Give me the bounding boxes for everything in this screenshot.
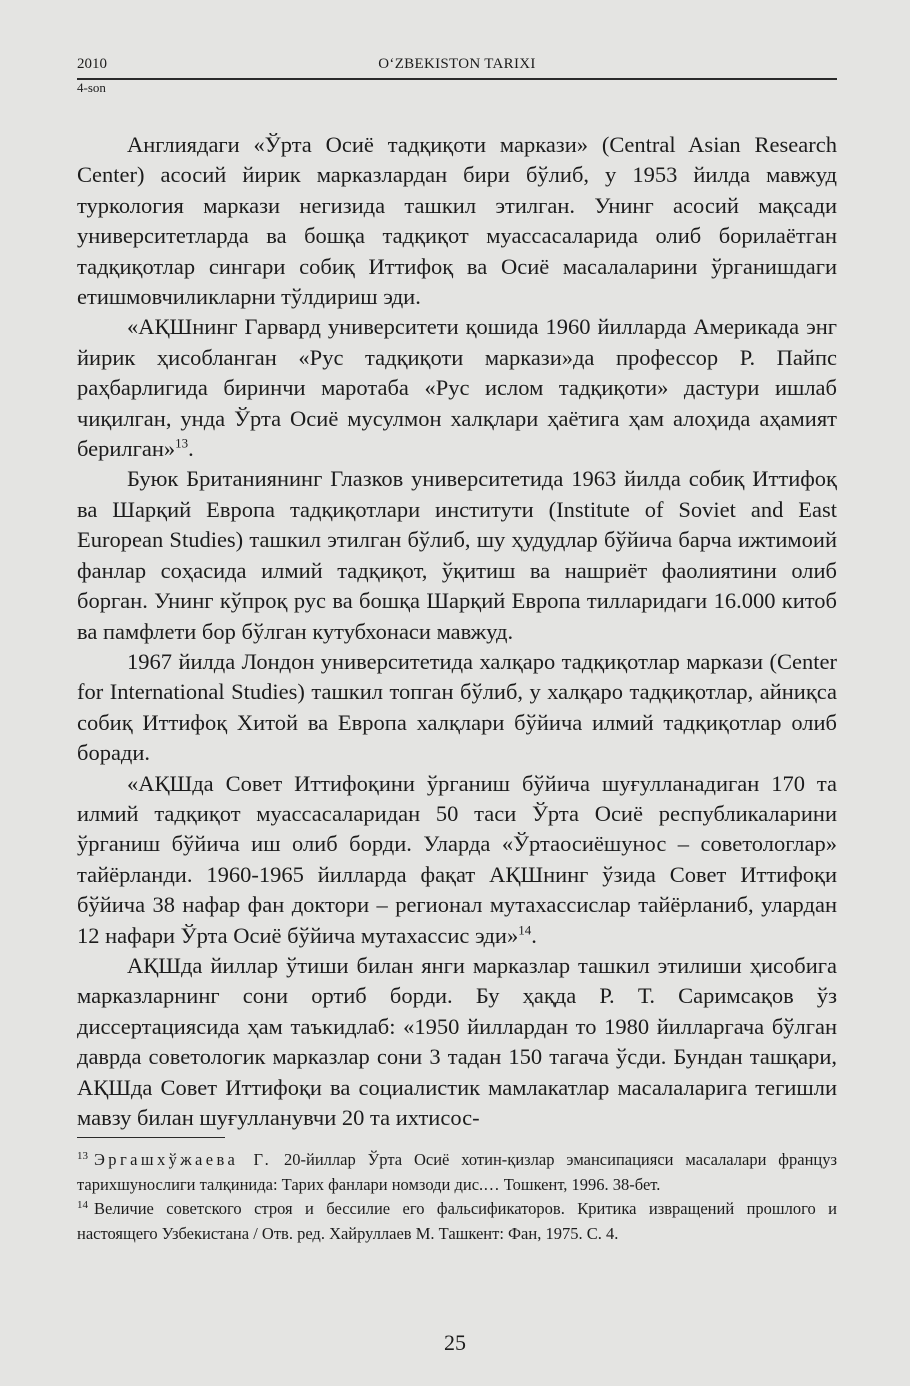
paragraph: Англиядаги «Ўрта Осиё тадқиқоти маркази» (Central Asian Research Center) асосий йирик марказлардан бири бўлиб, у 1953 йилда мавжуд туркология маркази негизида ташкил этилган. Унинг асосий мақсади университетларда ва бошқа тадқиқот муассасаларида олиб борилаётган тадқиқотлар сингари собиқ Иттифоқ ва Осиё масалаларини ўрганишдаги етишмовчиликларни тўлдириш эди.: [77, 132, 837, 310]
footnote-text: Величие советского строя и бессилие его фальсификаторов. Критика извращений прошлого и настоящего Узбекистана / Отв. ред. Хайруллаев М. Ташкент: Фан, 1975. С. 4.: [77, 1199, 837, 1243]
footnote-separator: [77, 1137, 225, 1138]
header-rule: [77, 78, 837, 80]
paragraph: «АҚШнинг Гарвард университети қошида 1960 йилларда Америкада энг йирик ҳисобланган «Рус тадқиқоти маркази»да профессор Р. Пайпс раҳбарлигида биринчи маротаба «Рус ислом тадқиқоти» дастури ишлаб чиқилган, унда Ўрта Осиё мусулмон халқлари ҳаётига ҳам алоҳида аҳамият берилган»$^{13}$.: [77, 314, 837, 462]
footnote-author: Эргашхўжаева Г.: [94, 1150, 273, 1169]
footnote-number: 14: [77, 1198, 88, 1211]
paragraph: АҚШда йиллар ўтиши билан янги марказлар ташкил этилиши ҳисобига марказларнинг сони ортиб борди. Бу ҳақда Р. Т. Саримсақов ўз диссертациясида ҳам таъкидлаб: «1950 йиллардан то 1980 йилларгача бўлган даврда советологик марказлар сони 3 тадан 150 тагача ўсди. Бундан ташқари, АҚШда Совет Иттифоқи ва социалистик мамлакатлар масалаларига тегишли мавзу билан шуғулланувчи 20 та ихтисос-: [77, 952, 837, 1130]
footnote-ref[interactable]: 13: [175, 435, 189, 451]
header-issue: 4-son: [77, 80, 106, 95]
footnote-14: [77, 1197, 837, 1246]
footnote-ref[interactable]: 14: [518, 922, 532, 938]
page-number: 25: [444, 1330, 466, 1355]
footnote-number: 13: [77, 1149, 88, 1162]
header-year: 2010: [77, 56, 107, 72]
footnote-13: [77, 1148, 837, 1197]
running-header: [77, 56, 837, 96]
header-journal-title: O‘ZBEKISTON TARIXI: [378, 56, 536, 72]
footnotes: [77, 1148, 837, 1246]
paragraph: Буюк Британиянинг Глазков университетида 1963 йилда собиқ Иттифоқ ва Шарқий Европа тадқиқотлари институти (Institute of Soviet and East European Studies) ташкил этилган бўлиб, шу ҳудудлар бўйича барча ижтимоий фанлар соҳасида илмий тадқиқот, ўқитиш ва нашриёт фаолиятини олиб борган. Унинг кўпроқ рус ва бошқа Шарқий Европа тилларидаги 16.000 китоб ва памфлети бор бўлган кутубхонаси мавжуд.: [77, 466, 837, 644]
paragraph: «АҚШда Совет Иттифоқини ўрганиш бўйича шуғулланадиган 170 та илмий тадқиқот муассасаларидан 50 таси Ўрта Осиё республикаларини ўрганиш бўйича иш олиб борди. Уларда «Ўртаосиёшунос – советологлар» тайёрланди. 1960-1965 йилларда фақат АҚШнинг ўзида Совет Иттифоқи бўйича 38 нафар фан доктори – регионал мутахассислар тайёрланиб, улардан 12 нафари Ўрта Осиё бўйича мутахассис эди»$^{14}$.: [77, 770, 837, 948]
paragraph: 1967 йилда Лондон университетида халқаро тадқиқотлар маркази (Center for International Studies) ташкил топган бўлиб, у халқаро тадқиқотлар, айниқса собиқ Иттифоқ Хитой ва Европа халқлари бўйича илмий тадқиқотлар олиб боради.: [77, 648, 837, 766]
article-body: [77, 130, 837, 1133]
footnote-text: 20-йиллар Ўрта Осиё хотин-қизлар эмансипацияси масалалари француз тарихшунослиги талқинида: Тарих фанлари номзоди дис.… Тошкент, 1996. 38-бет.: [77, 1150, 838, 1194]
